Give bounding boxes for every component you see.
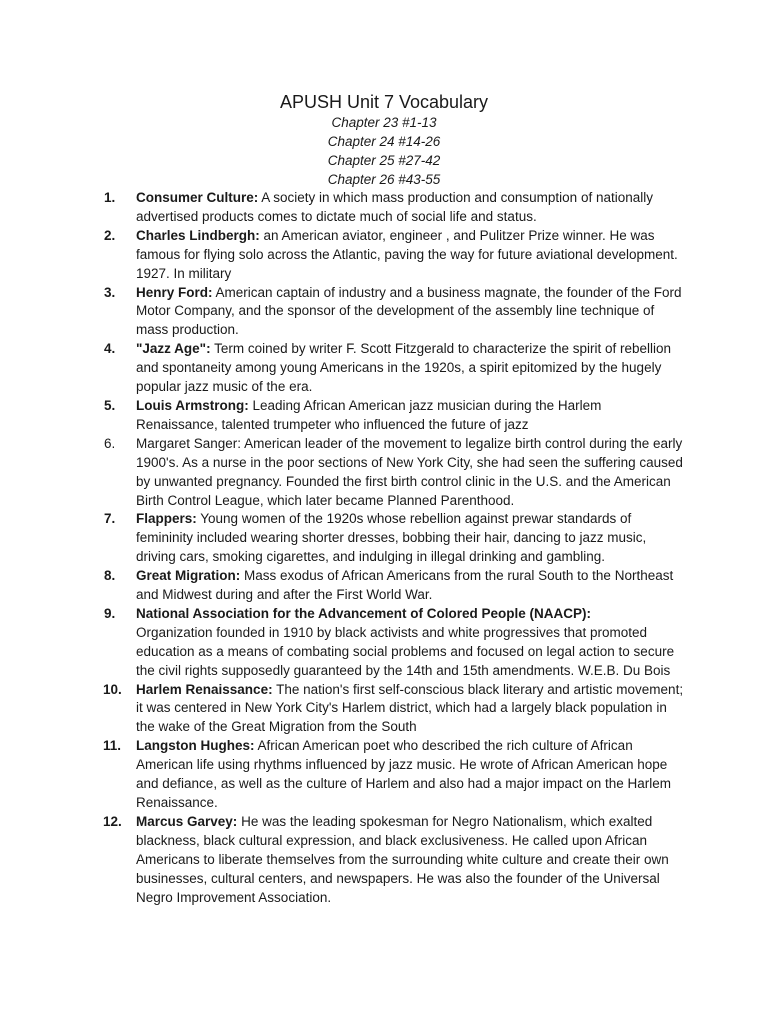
item-definition: The nation's first self-conscious black literary and artistic movement; it was centered in New York City's Harlem district, which had a largely black population in the wake of the Great Migration from the South — [136, 681, 684, 735]
vocab-item — [0, 227, 768, 284]
chapter-range: Chapter 25 #27-42 — [327, 152, 441, 168]
item-definition: A society in which mass production and consumption of nationally advertised products comes to dictate much of social life and status. — [136, 190, 653, 224]
chapter-range: Chapter 24 #14-26 — [327, 133, 441, 149]
item-term: Langston Hughes: — [136, 738, 255, 754]
item-number: 4. — [104, 341, 116, 357]
item-number: 3. — [104, 284, 116, 300]
vocab-item — [0, 567, 768, 605]
vocab-item — [0, 605, 768, 681]
item-definition: Leading African American jazz musician during the Harlem Renaissance, talented trumpeter who influenced the future of jazz — [136, 397, 602, 432]
item-term: Flappers: — [136, 511, 197, 527]
item-definition: Mass exodus of African Americans from the rural South to the Northeast and Midwest during and after the First World War. — [136, 568, 674, 603]
vocab-item — [0, 397, 768, 435]
item-term: "Jazz Age": — [136, 341, 211, 357]
item-definition: American leader of the movement to legalize birth control during the early 1900's. As a nurse in the poor sections of New York City, she had seen the suffering caused by unwanted pregnancy. Founded the first birth control clinic in the U.S. and the American Birth Control League, which later became Planned Parenthood. — [136, 435, 683, 508]
item-term: Harlem Renaissance: — [136, 681, 273, 697]
item-number: 8. — [104, 568, 116, 584]
item-number: 7. — [104, 511, 116, 527]
item-term: Charles Lindbergh: — [136, 227, 260, 243]
item-term: Margaret Sanger: — [136, 435, 242, 451]
vocab-item — [0, 284, 768, 341]
chapter-range: Chapter 26 #43-55 — [327, 171, 441, 187]
item-number: 12. — [103, 813, 122, 829]
vocabulary-list — [0, 189, 768, 907]
vocab-item — [0, 813, 768, 908]
item-term: Great Migration: — [136, 568, 241, 584]
item-number: 5. — [104, 397, 116, 413]
item-term: Consumer Culture: — [136, 190, 259, 205]
item-number: 1. — [104, 190, 116, 205]
item-definition: an American aviator, engineer , and Pulitzer Prize winner. He was famous for flying solo across the Atlantic, paving the way for future aviational development. 1927. In military — [136, 227, 678, 281]
item-number: 9. — [104, 605, 116, 621]
item-number: 2. — [104, 227, 116, 243]
chapter-range: Chapter 23 #1-13 — [331, 115, 437, 130]
item-number: 10. — [103, 681, 122, 697]
page-title: APUSH Unit 7 Vocabulary — [279, 92, 489, 112]
vocab-item — [0, 510, 768, 567]
item-definition: Young women of the 1920s whose rebellion against prewar standards of femininity included wearing shorter dresses, bobbing their hair, dancing to jazz music, driving cars, smoking cigarettes, and indulging in illegal drinking and gambling. — [136, 511, 647, 565]
vocab-item — [0, 737, 768, 813]
item-number: 6. — [104, 435, 116, 451]
item-definition: Organization founded in 1910 by black activists and white progressives that promoted education as a means of combating social problems and focused on legal action to secure the civil rights supposedly guaranteed by the 14th and 15th amendments. W.E.B. Du Bois — [136, 624, 675, 678]
vocab-item — [0, 340, 768, 397]
item-definition: He was the leading spokesman for Negro Nationalism, which exalted blackness, black cultural expression, and black exclusiveness. He called upon African Americans to liberate themselves from the surrounding white culture and create their own businesses, cultural centers, and newspapers. He was also the founder of the Universal Negro Improvement Association. — [136, 813, 669, 905]
item-term: Louis Armstrong: — [136, 397, 249, 413]
item-definition: Term coined by writer F. Scott Fitzgerald to characterize the spirit of rebellion and spontaneity among young Americans in the 1920s, a spirit epitomized by the hugely popular jazz music of the era. — [136, 341, 672, 395]
item-term: National Association for the Advancement of Colored People (NAACP): — [136, 605, 592, 621]
vocab-item — [0, 189, 768, 227]
item-term: Marcus Garvey: — [136, 813, 238, 829]
item-term: Henry Ford: — [136, 284, 213, 300]
vocab-item — [0, 681, 768, 738]
item-number: 11. — [103, 738, 122, 754]
chapter-list — [0, 114, 768, 190]
item-definition: American captain of industry and a business magnate, the founder of the Ford Motor Company, and the sponsor of the development of the assembly line technique of mass production. — [136, 284, 682, 338]
vocab-item — [0, 435, 768, 511]
item-definition: African American poet who described the rich culture of African American life using rhythms influenced by jazz music. He wrote of African American hope and defiance, as well as the culture of Harlem and also had a major impact on the Harlem Renaissance. — [136, 738, 672, 810]
